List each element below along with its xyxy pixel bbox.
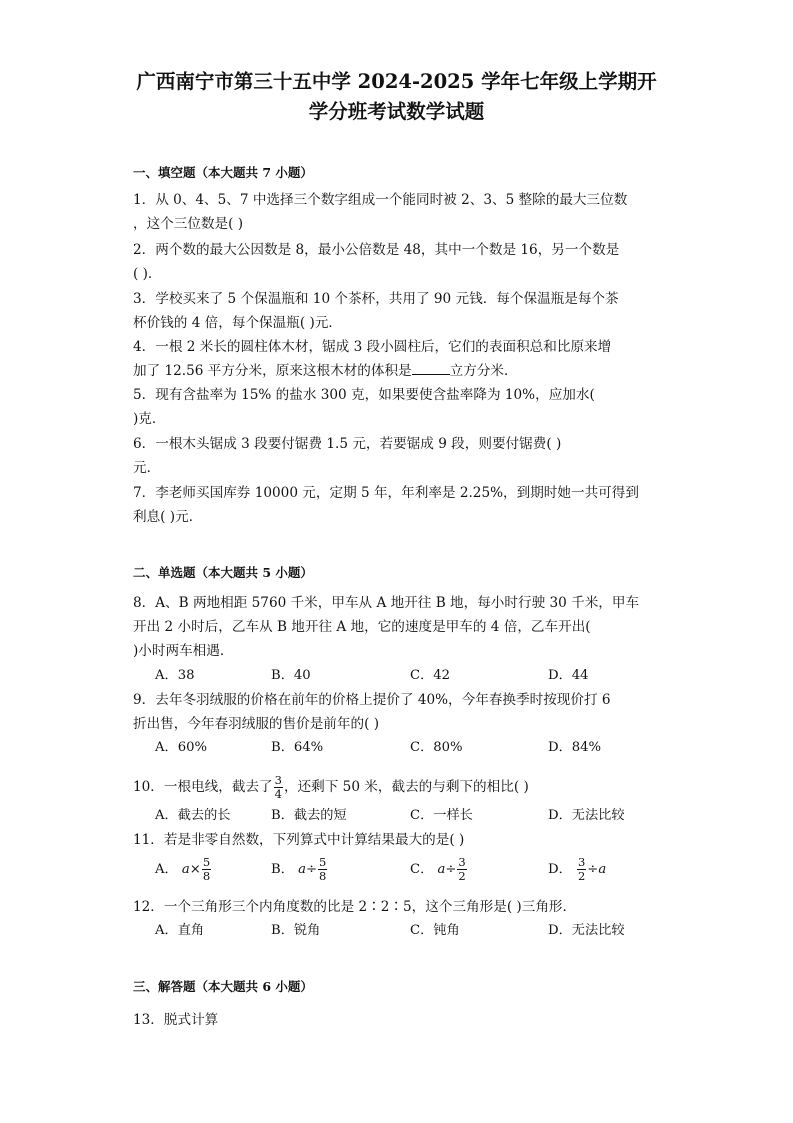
fraction [202, 856, 211, 883]
fraction-denominator: 2 [458, 869, 466, 883]
question-text: 加了 12.56 平方分米，原来这根木材的体积是 [133, 363, 412, 379]
option-d[interactable]: D．无法比较 [548, 923, 625, 938]
option-a[interactable]: A．60% [155, 740, 208, 755]
question-line: )小时两车相遇． [133, 643, 234, 659]
question-line: ( )． [133, 266, 162, 282]
question-line: 折出售，今年春羽绒服的售价是前年的( ) [133, 716, 380, 732]
question-line: 7．李老师买国库券 10000 元，定期 5 年，年利率是 2.25%，到期时她一共可得到 [133, 485, 639, 501]
option-c[interactable]: C．42 [410, 668, 451, 683]
option-a[interactable]: A．截去的长 [155, 808, 231, 823]
fraction [577, 856, 586, 883]
question-line: 6．一根木头锯成 3 段要付锯费 1.5 元，若要锯成 9 段，则要付锯费( ) [133, 436, 562, 452]
fraction-denominator: 8 [319, 869, 327, 883]
question-text: 10．一根电线，截去了 [133, 779, 273, 795]
operator: × [189, 862, 201, 877]
question-line: 5．现有含盐率为 15% 的盐水 300 克，如果要使含盐率降为 10%，应加水( [133, 387, 595, 403]
fraction [318, 856, 327, 883]
question-line: 杯价钱的 4 倍，每个保温瓶( )元． [133, 315, 342, 331]
fraction-denominator: 8 [202, 869, 211, 883]
option-d[interactable]: D．84% [548, 740, 602, 755]
question-text: ，还剩下 50 米，截去的与剩下的相比( ) [283, 779, 529, 795]
operator: ÷ [445, 862, 457, 877]
option-a[interactable] [155, 855, 212, 885]
fraction-numerator: 3 [274, 773, 282, 787]
question-line: 12．一个三角形三个内角度数的比是 2∶2∶5，这个三角形是( )三角形． [133, 899, 577, 915]
exam-title-line-2: 学分班考试数学试题 [308, 100, 485, 123]
question-line: 4．一根 2 米长的圆柱体木材，锯成 3 段小圆柱后，它们的表面积总和比原来增 [133, 339, 612, 355]
option-d[interactable]: D．无法比较 [548, 808, 625, 823]
option-c[interactable]: C．80% [410, 740, 463, 755]
section-header-answer: 三、解答题（本大题共 6 小题） [133, 979, 313, 994]
variable: a [298, 862, 306, 877]
question-line: 开出 2 小时后，乙车从 B 地开往 A 地，它的速度是甲车的 4 倍，乙车开出( [133, 619, 591, 635]
option-c[interactable] [410, 855, 468, 885]
option-letter: A． [155, 862, 178, 877]
option-letter: D． [548, 862, 572, 877]
option-b[interactable]: B．40 [271, 668, 311, 683]
question-line: 13．脱式计算 [133, 1012, 219, 1028]
option-b[interactable]: B．锐角 [271, 923, 321, 938]
question-line: 3．学校买来了 5 个保温瓶和 10 个茶杯，共用了 90 元钱．每个保温瓶是每个茶 [133, 291, 619, 307]
option-a[interactable]: A．直角 [155, 923, 205, 938]
variable: a [598, 862, 607, 877]
option-b[interactable] [271, 855, 328, 885]
option-a[interactable]: A．38 [155, 668, 195, 683]
option-c[interactable]: C．一样长 [410, 808, 473, 823]
section-header-fill-blank: 一、填空题（本大题共 7 小题） [133, 165, 313, 180]
fraction [457, 856, 466, 883]
fraction-numerator: 5 [319, 855, 327, 869]
question-line: 2．两个数的最大公因数是 8，最小公倍数是 48，其中一个数是 16，另一个数是 [133, 242, 620, 258]
question-line: 元． [133, 460, 161, 476]
question-line: 1．从 0、4、5、7 中选择三个数字组成一个能同时被 2、3、5 整除的最大三位数 [133, 192, 628, 208]
fraction-denominator: 2 [577, 869, 586, 883]
question-line: 11．若是非零自然数，下列算式中计算结果最大的是( ) [133, 832, 465, 848]
fraction-denominator: 4 [274, 787, 282, 801]
fraction-numerator: 3 [577, 855, 586, 869]
option-letter: C． [410, 862, 434, 877]
question-line: 9．去年冬羽绒服的价格在前年的价格上提价了 40%，今年春换季时按现价打 6 [133, 692, 611, 708]
question-line-with-blank [133, 361, 518, 381]
operator: ÷ [305, 862, 318, 877]
variable: a [437, 862, 446, 877]
section-header-single-choice: 二、单选题（本大题共 5 小题） [133, 565, 313, 580]
question-line-with-fraction [133, 772, 529, 802]
exam-title-line-1: 广西南宁市第三十五中学 2024-2025 学年七年级上学期开 [136, 70, 657, 93]
answer-blank[interactable] [412, 362, 450, 375]
variable: a [181, 862, 190, 877]
option-b[interactable]: B．64% [271, 740, 324, 755]
fraction [274, 774, 283, 801]
question-line: 8．A、B 两地相距 5760 千米，甲车从 A 地开往 B 地，每小时行驶 30 千米，甲车 [133, 595, 640, 611]
question-text: 立方分米． [449, 363, 518, 379]
option-letter: B． [271, 862, 294, 877]
operator: ÷ [587, 862, 599, 877]
question-line: )克． [133, 411, 166, 427]
fraction-numerator: 3 [458, 855, 466, 869]
option-d[interactable] [548, 855, 606, 885]
option-b[interactable]: B．截去的短 [271, 808, 347, 823]
question-line: 利息( )元． [133, 509, 203, 525]
option-c[interactable]: C．钝角 [410, 923, 460, 938]
question-line: ，这个三位数是( ) [133, 216, 244, 232]
option-d[interactable]: D．44 [548, 668, 589, 683]
fraction-numerator: 5 [202, 855, 211, 869]
